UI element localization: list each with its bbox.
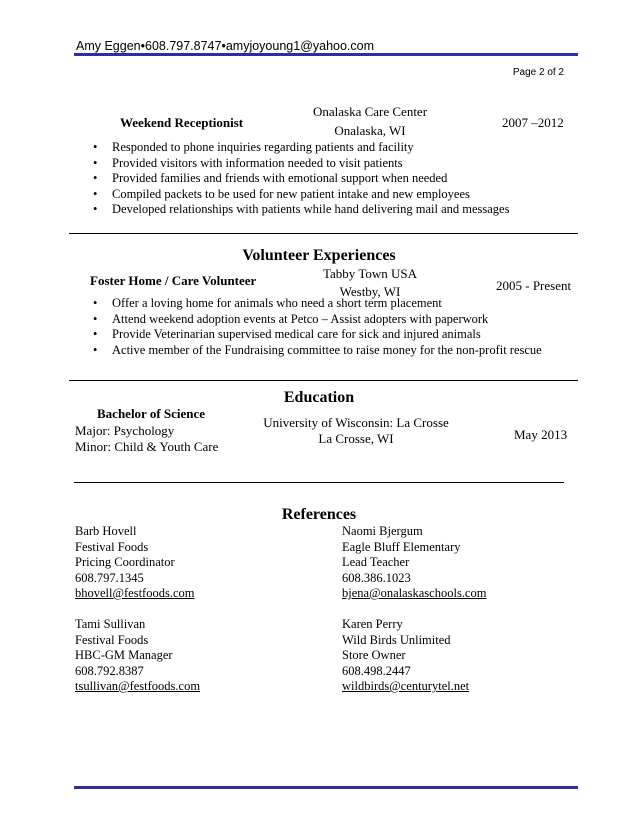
reference-phone: 608.797.1345 [75, 570, 144, 585]
reference-role: HBC-GM Manager [75, 648, 173, 662]
reference-company: Festival Foods [75, 632, 149, 647]
school: University of Wisconsin: La Crosse [263, 415, 449, 430]
reference-name: Naomi Bjergum [342, 524, 423, 538]
reference-phone: 608.498.2447 [342, 663, 411, 678]
degree: Bachelor of Science [97, 406, 206, 421]
list-item: • Offer a loving home for animals who need a short term placement [90, 296, 542, 312]
references-right-column [342, 524, 486, 695]
volunteer-heading: Volunteer Experiences [242, 247, 396, 264]
reference-name: Karen Perry [342, 617, 403, 631]
references-heading: References [281, 506, 357, 523]
reference-email-link[interactable]: bjena@onalaskaschools.com [342, 586, 487, 600]
school-location: La Crosse, WI [318, 431, 394, 446]
footer-rule [74, 786, 578, 789]
list-item: • Attend weekend adoption events at Petco – Assist adopters with paperwork [90, 312, 542, 328]
reference-name: Tami Sullivan [75, 617, 146, 631]
job-bullets [90, 140, 509, 218]
header-rule [74, 53, 578, 56]
contact-line: Amy Eggen•608.797.8747•amyjoyoung1@yahoo.com [76, 39, 375, 53]
list-item: • Active member of the Fundraising committee to raise money for the non-profit rescue [90, 343, 542, 359]
list-item: • Provide Veterinarian supervised medical care for sick and injured animals [90, 327, 542, 343]
section-divider [69, 233, 578, 234]
volunteer-bullets [90, 296, 542, 358]
minor: Minor: Child & Youth Care [75, 439, 219, 454]
page-number: Page 2 of 2 [512, 67, 564, 78]
reference-email-link[interactable]: tsullivan@festfoods.com [75, 679, 201, 693]
section-divider [74, 482, 564, 483]
reference-role: Store Owner [342, 648, 406, 662]
list-item: • Provided families and friends with emotional support when needed [90, 171, 509, 187]
section-divider [69, 380, 578, 381]
job-title: Weekend Receptionist [120, 115, 244, 130]
job-dates: 2007 –2012 [502, 115, 564, 130]
list-item: • Developed relationships with patients while hand delivering mail and messages [90, 202, 509, 218]
volunteer-location: Westby, WI [339, 284, 401, 299]
reference-company: Wild Birds Unlimited [342, 632, 451, 647]
reference-company: Eagle Bluff Elementary [342, 539, 461, 554]
volunteer-org: Tabby Town USA [323, 266, 417, 281]
reference-email-link[interactable]: wildbirds@centurytel.net [342, 679, 470, 693]
references-left-column [75, 524, 200, 695]
list-item: • Responded to phone inquiries regarding patients and facility [90, 140, 509, 156]
reference-email-link[interactable]: bhovell@festfoods.com [75, 586, 195, 600]
reference-role: Lead Teacher [342, 555, 410, 569]
list-item: • Provided visitors with information needed to visit patients [90, 156, 509, 172]
graduation-date: May 2013 [514, 427, 568, 442]
reference-role: Pricing Coordinator [75, 555, 175, 569]
reference-name: Barb Hovell [75, 524, 137, 538]
volunteer-dates: 2005 - Present [496, 278, 572, 293]
job-employer: Onalaska Care Center [312, 104, 428, 119]
list-item: • Compiled packets to be used for new patient intake and new employees [90, 187, 509, 203]
volunteer-title: Foster Home / Care Volunteer [90, 273, 257, 288]
education-heading: Education [283, 389, 355, 406]
major: Major: Psychology [75, 423, 175, 438]
reference-company: Festival Foods [75, 539, 149, 554]
job-location: Onalaska, WI [334, 123, 406, 138]
reference-phone: 608.386.1023 [342, 570, 411, 585]
reference-phone: 608.792.8387 [75, 663, 144, 678]
